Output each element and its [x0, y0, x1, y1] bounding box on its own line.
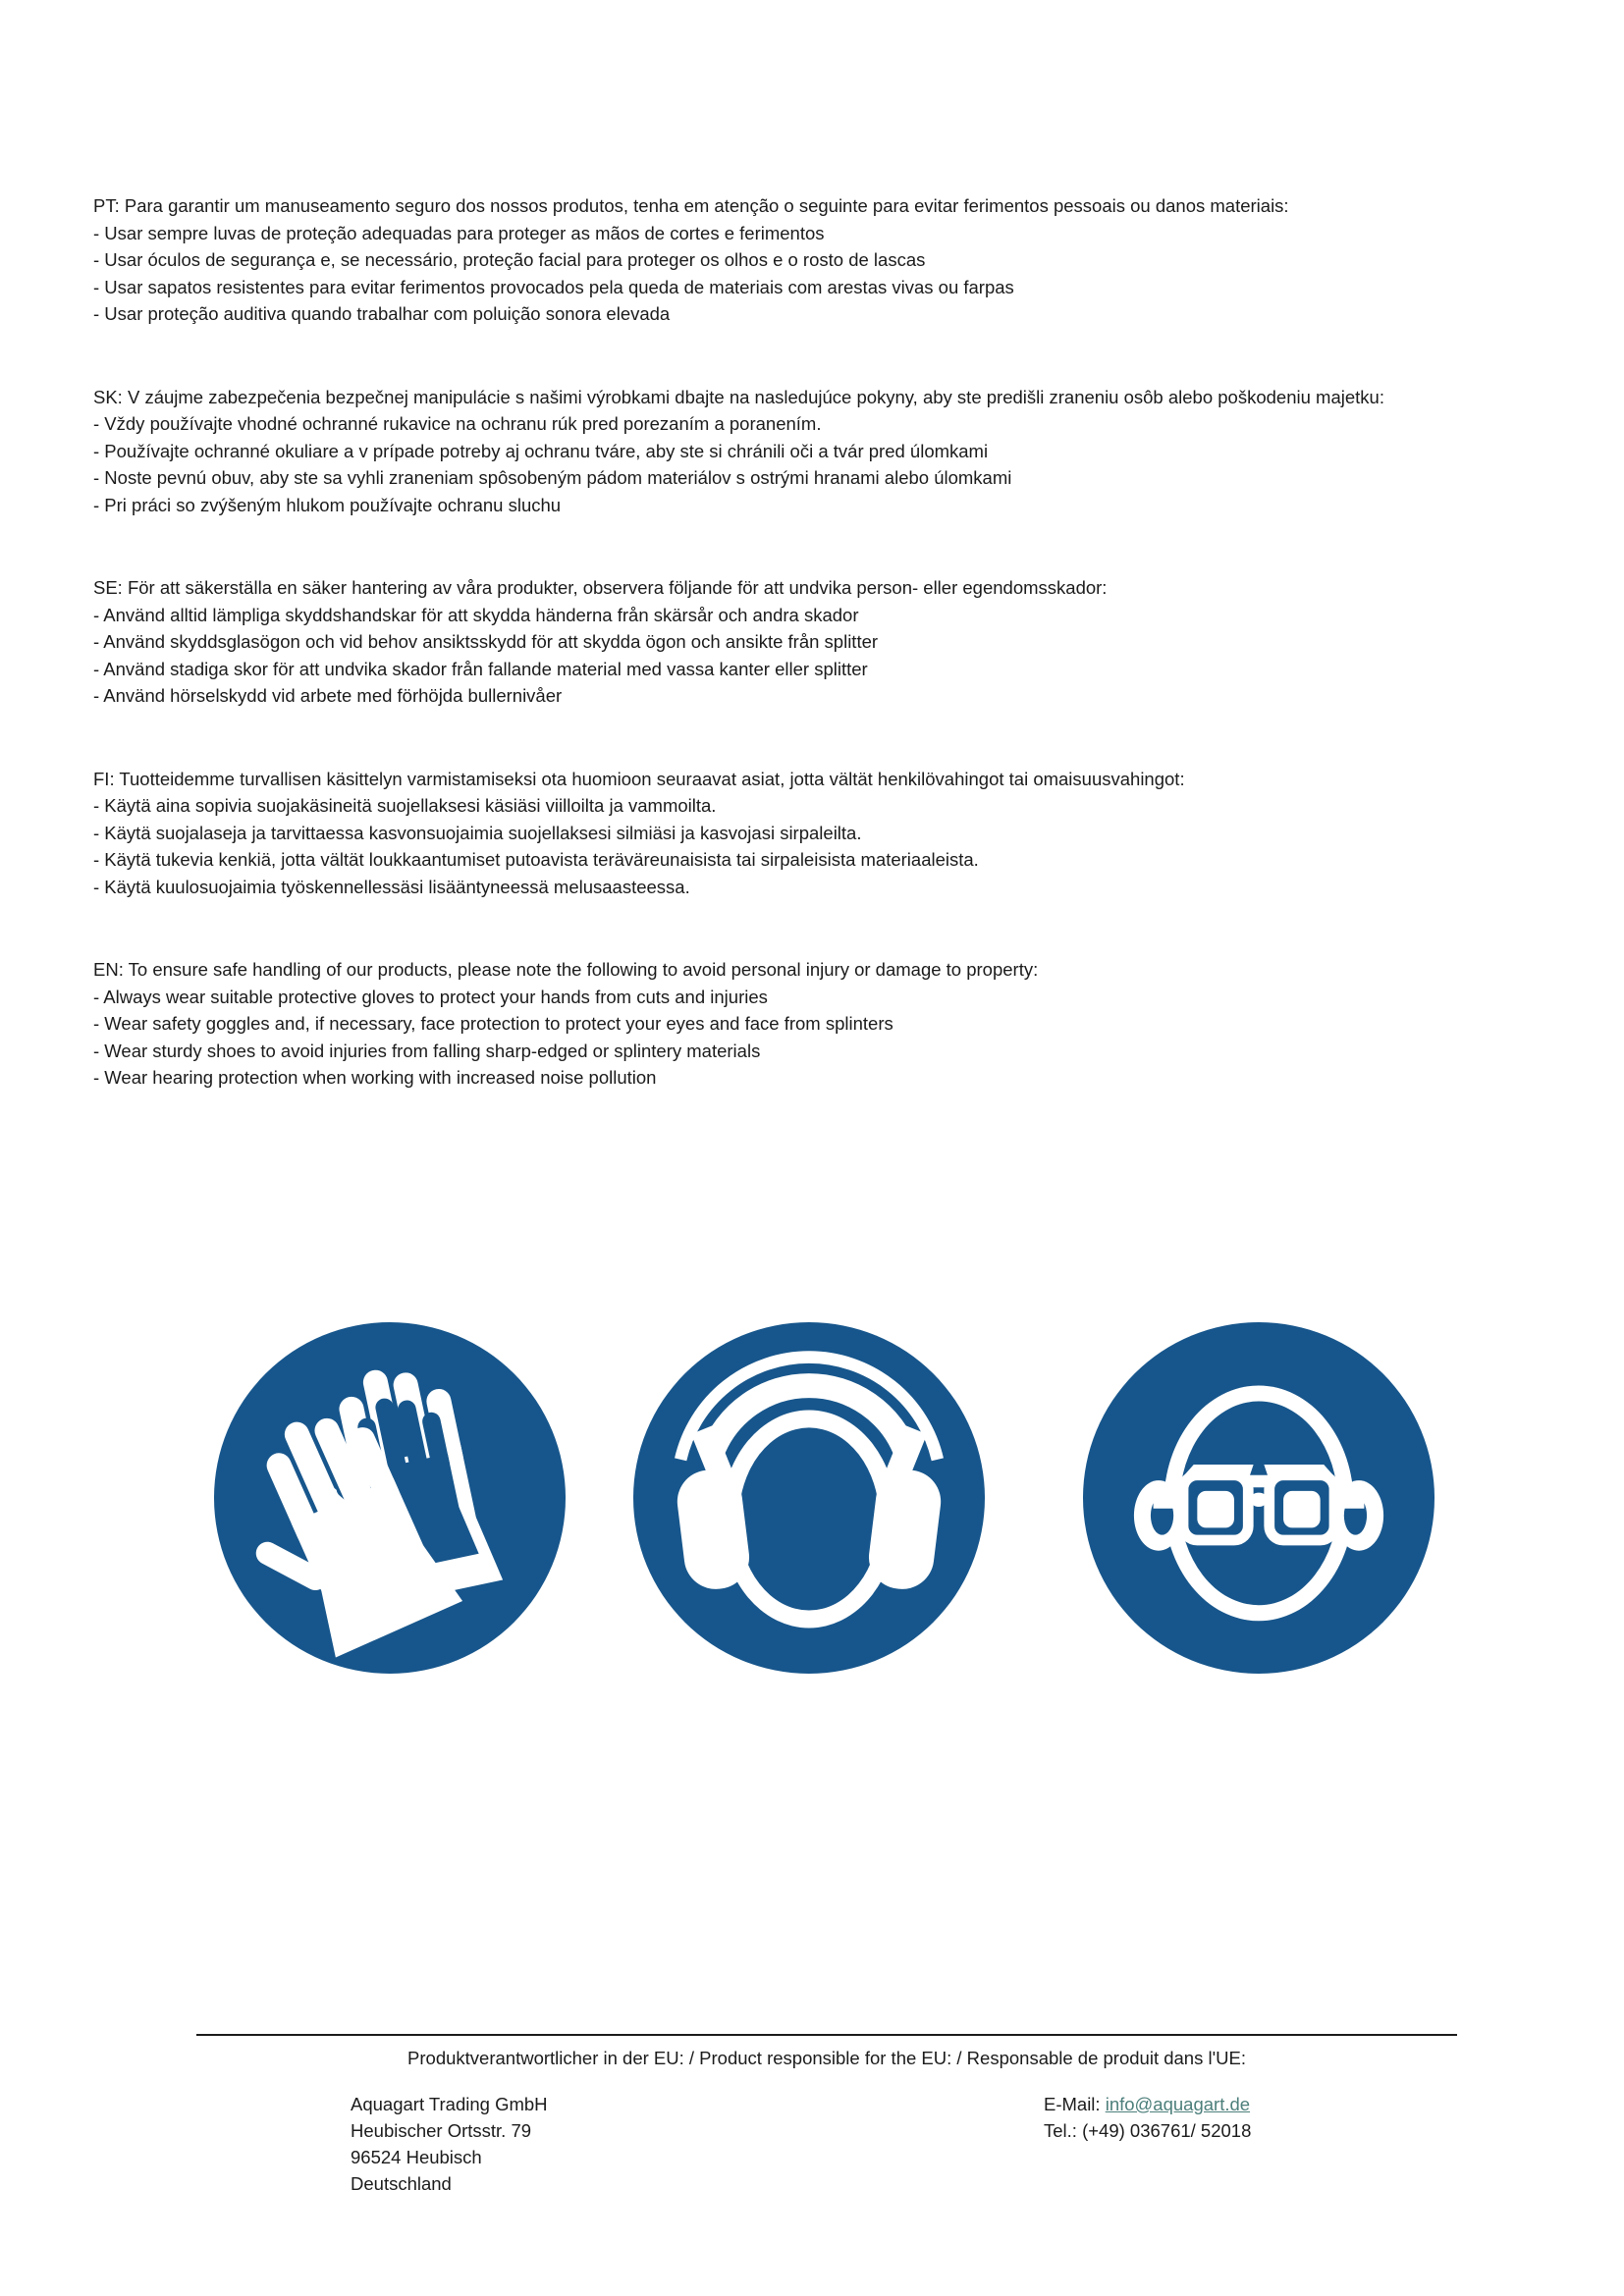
section-bullet: - Wear sturdy shoes to avoid injuries from falling sharp-edged or splintery materials — [93, 1040, 761, 1061]
wear-eye-protection-icon — [1083, 1322, 1435, 1674]
company-city: 96524 Heubisch — [351, 2147, 482, 2167]
section-heading: EN: To ensure safe handling of our products, please note the following to avoid personal injury or damage to property: — [93, 959, 1039, 980]
wear-ear-protection-icon — [633, 1322, 985, 1674]
wear-protective-gloves-icon — [214, 1322, 566, 1674]
safety-section-se — [93, 574, 1566, 710]
section-heading: FI: Tuotteidemme turvallisen käsittelyn varmistamiseksi ota huomioon seuraavat asiat, jotta vältät henkilövahingot tai omaisuusvahingot: — [93, 768, 1185, 789]
email-link[interactable]: info@aquagart.de — [1105, 2094, 1251, 2114]
section-bullet: - Wear safety goggles and, if necessary, face protection to protect your eyes and face from splinters — [93, 1013, 893, 1034]
company-street: Heubischer Ortsstr. 79 — [351, 2120, 532, 2141]
phone-line: Tel.: (+49) 036761/ 52018 — [1044, 2120, 1252, 2141]
email-label: E-Mail: — [1044, 2094, 1101, 2114]
section-bullet: - Använd hörselskydd vid arbete med förhöjda bullernivåer — [93, 685, 563, 706]
section-heading: PT: Para garantir um manuseamento seguro dos nossos produtos, tenha em atenção o seguinte para evitar ferimentos pessoais ou danos materiais: — [93, 195, 1289, 216]
safety-section-pt — [93, 192, 1566, 328]
section-bullet: - Vždy používajte vhodné ochranné rukavice na ochranu rúk pred porezaním a poranením. — [93, 413, 822, 434]
section-bullet: - Använd alltid lämpliga skyddshandskar för att skydda händerna från skärsår och andra skador — [93, 604, 859, 625]
section-bullet: - Noste pevnú obuv, aby ste sa vyhli zraneniam spôsobeným pádom materiálov s ostrými hranami alebo úlomkami — [93, 467, 1012, 488]
company-address-block — [351, 2091, 548, 2197]
section-bullet: - Používajte ochranné okuliare a v prípade potreby aj ochranu tváre, aby ste si chránili oči a tvár pred úlomkami — [93, 440, 989, 461]
footer-heading: Produktverantwortlicher in der EU: / Product responsible for the EU: / Responsable de produit dans l'UE: — [407, 2048, 1246, 2068]
section-bullet: - Wear hearing protection when working with increased noise pollution — [93, 1067, 657, 1088]
section-bullet: - Käytä aina sopivia suojakäsineitä suojellaksesi käsiäsi viilloilta ja vammoilta. — [93, 795, 717, 816]
company-country: Deutschland — [351, 2173, 452, 2194]
footer-divider — [196, 2034, 1457, 2036]
section-bullet: - Always wear suitable protective gloves to protect your hands from cuts and injuries — [93, 986, 768, 1007]
section-heading: SK: V záujme zabezpečenia bezpečnej manipulácie s našimi výrobkami dbajte na nasledujúce pokyny, aby ste predišli zraneniu osôb alebo poškodeniu majetku: — [93, 386, 1384, 407]
section-bullet: - Usar proteção auditiva quando trabalhar com poluição sonora elevada — [93, 303, 671, 324]
section-heading: SE: För att säkerställa en säker hantering av våra produkter, observera följande för att undvika person- eller egendomsskador: — [93, 577, 1108, 598]
section-bullet: - Usar sempre luvas de proteção adequadas para proteger as mãos de cortes e ferimentos — [93, 222, 825, 243]
contact-block — [1044, 2091, 1251, 2144]
section-bullet: - Käytä suojalaseja ja tarvittaessa kasvonsuojaimia suojellaksesi silmiäsi ja kasvojasi sirpaleilta. — [93, 822, 862, 843]
company-name: Aquagart Trading GmbH — [351, 2094, 548, 2114]
safety-section-en — [93, 956, 1566, 1092]
section-bullet: - Usar sapatos resistentes para evitar ferimentos provocados pela queda de materiais com arestas vivas ou farpas — [93, 276, 1014, 297]
section-bullet: - Usar óculos de segurança e, se necessário, proteção facial para proteger os olhos e o rosto de lascas — [93, 249, 926, 270]
section-bullet: - Käytä tukevia kenkiä, jotta vältät loukkaantumiset putoavista teräväreunaisista tai sirpaleisista materiaaleista. — [93, 849, 979, 870]
section-bullet: - Använd skyddsglasögon och vid behov ansiktsskydd för att skydda ögon och ansikte från splitter — [93, 631, 879, 652]
safety-instructions — [93, 192, 1566, 1148]
safety-section-sk — [93, 384, 1566, 519]
safety-section-fi — [93, 766, 1566, 901]
section-bullet: - Pri práci so zvýšeným hlukom používajte ochranu sluchu — [93, 494, 562, 515]
email-line — [1044, 2091, 1251, 2117]
section-bullet: - Käytä kuulosuojaimia työskennellessäsi lisääntyneessä melusaasteessa. — [93, 876, 690, 897]
section-bullet: - Använd stadiga skor för att undvika skador från fallande material med vassa kanter eller splitter — [93, 658, 868, 679]
